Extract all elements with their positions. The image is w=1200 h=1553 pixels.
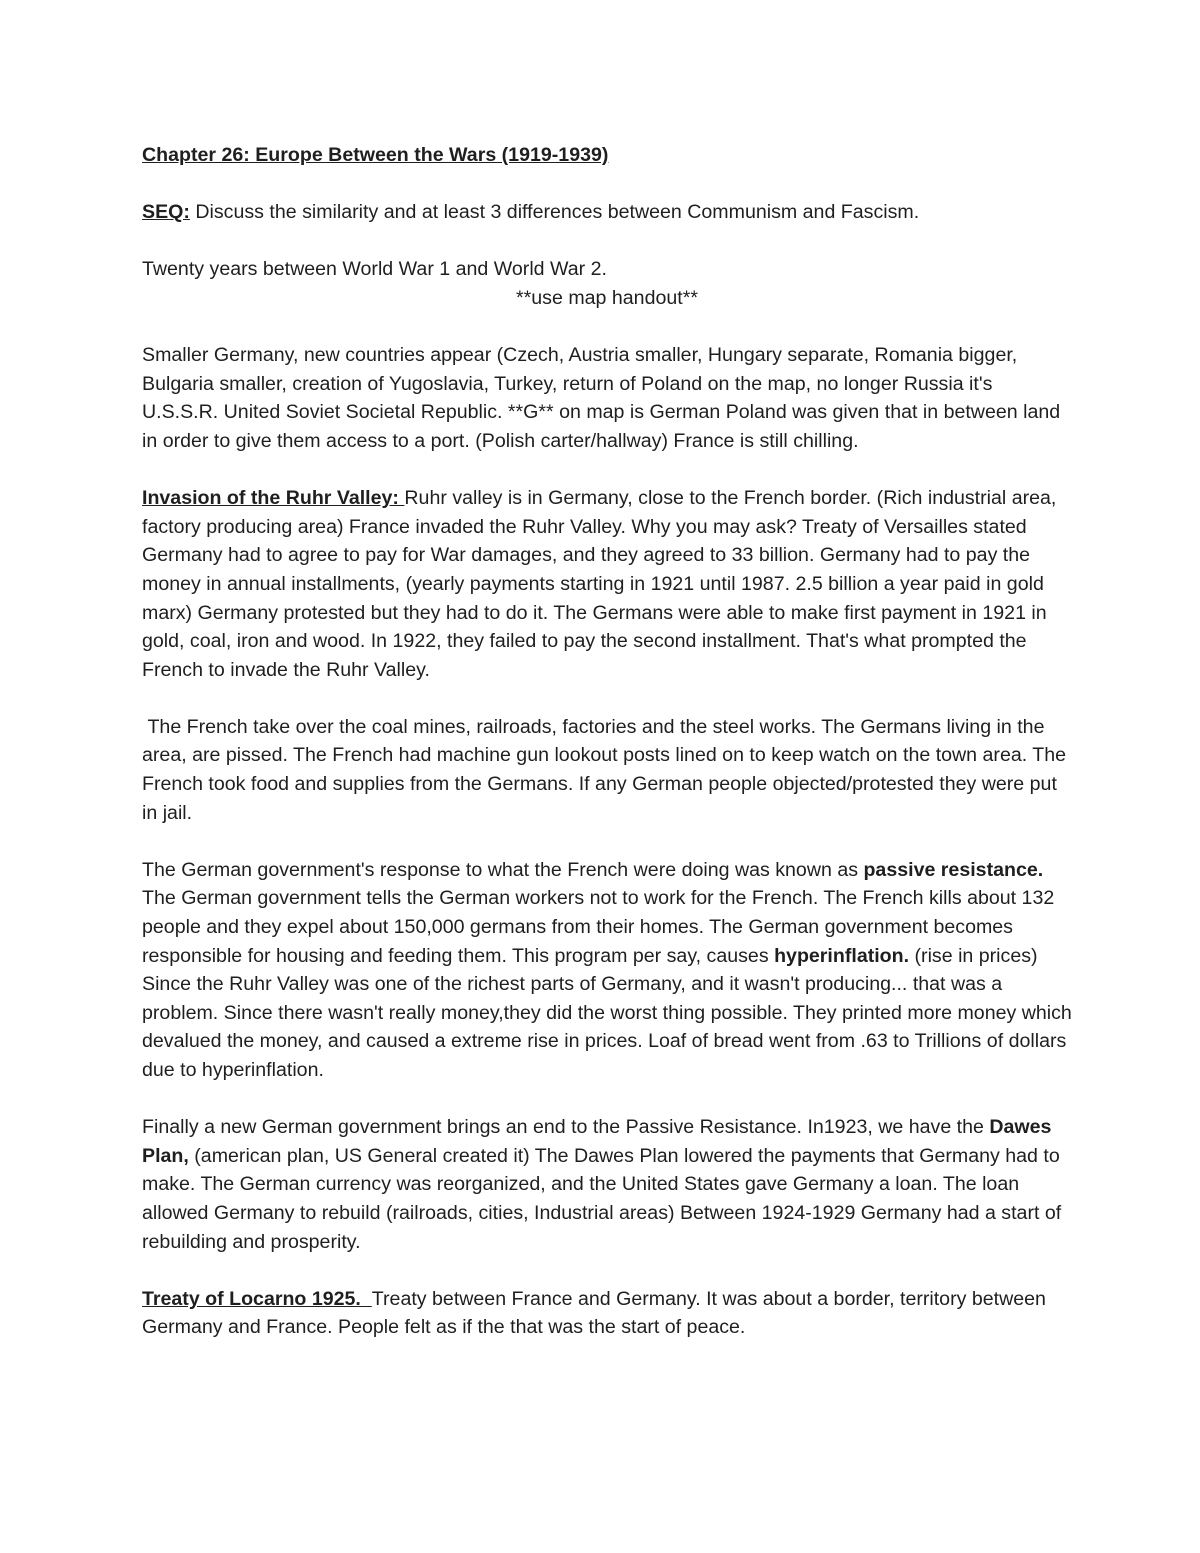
locarno-paragraph <box>142 1285 1072 1342</box>
seq-label: SEQ: <box>142 201 190 224</box>
map-paragraph: Smaller Germany, new countries appear (Czech, Austria smaller, Hungary separate, Romania bigger, Bulgaria smaller, creation of Yugoslavia, Turkey, return of Poland on the map, no longer Russia it's U.S.S.R. United Soviet Societal Republic. **G** on map is German Poland was given that in between land in order to give them access to a port. (Polish carter/hallway) France is still chilling. <box>142 344 1061 452</box>
dawes-paragraph <box>142 1113 1072 1256</box>
passive-resistance-paragraph <box>142 856 1072 1085</box>
hyperinflation-term: hyperinflation. <box>774 944 910 967</box>
ruhr-text: Ruhr valley is in Germany, close to the French border. (Rich industrial area, factory producing area) France invaded the Ruhr Valley. Why you may ask? Treaty of Versailles stated Germany had to agree to pay for War damages, and they agreed to 33 billion. Germany had to pay the money in annual installments, (yearly payments starting in 1921 until 1987. 2.5 billion a year paid in gold marx) Germany protested but they had to do it. The Germans were able to make first payment in 1921 in gold, coal, iron and wood. In 1922, they failed to pay the second installment. That's what prompted the French to invade the Ruhr Valley. <box>142 487 1057 681</box>
chapter-title: Chapter 26: Europe Between the Wars (1919-1939) <box>142 144 609 166</box>
seq-text: Discuss the similarity and at least 3 differences between Communism and Fascism. <box>189 201 920 224</box>
french-takeover-paragraph: The French take over the coal mines, railroads, factories and the steel works. The Germans living in the area, are pissed. The French had machine gun lookout posts lined on to keep watch on the town area. The French took food and supplies from the Germans. If any German people objected/protested they were put in jail. <box>142 715 1072 824</box>
spacer <box>142 827 1072 856</box>
document-page <box>142 141 1072 1342</box>
passive-text-1: The German government's response to what the French were doing was known as <box>142 858 864 881</box>
passive-resistance-term: passive resistance. <box>863 858 1044 881</box>
dawes-plan-term: Dawes Plan, <box>142 1116 1052 1167</box>
spacer <box>142 456 1072 485</box>
spacer <box>142 684 1072 713</box>
dawes-text-2: (american plan, US General created it) The Dawes Plan lowered the payments that Germany had to make. The German currency was reorganized, and the United States gave Germany a loan. The loan allowed Germany to rebuild (railroads, cities, Industrial areas) Between 1924-1929 Germany had a start of rebuilding and prosperity. <box>142 1144 1062 1253</box>
seq-paragraph <box>142 198 1072 227</box>
locarno-text: Treaty between France and Germany. It was about a border, territory between Germany and France. People felt as if the that was the start of peace. <box>142 1287 1046 1339</box>
intro-line: Twenty years between World War 1 and World War 2. <box>142 258 607 281</box>
spacer <box>142 1256 1072 1285</box>
spacer <box>142 170 1072 199</box>
spacer <box>142 313 1072 342</box>
passive-text-3: (rise in prices) Since the Ruhr Valley was one of the richest parts of Germany, and it wasn't producing... that was a problem. Since there wasn't really money,they did the worst thing possible. They printed more money which devalued the money, and caused a extreme rise in prices. Loaf of bread went from .63 to Trillions of dollars due to hyperinflation. <box>142 944 1072 1081</box>
spacer <box>142 1085 1072 1114</box>
ruhr-paragraph <box>142 484 1072 684</box>
locarno-heading: Treaty of Locarno 1925. <box>142 1287 372 1310</box>
dawes-text-1: Finally a new German government brings an end to the Passive Resistance. In1923, we have the <box>142 1116 990 1139</box>
map-handout-note: **use map handout** <box>516 286 698 309</box>
spacer <box>142 227 1072 256</box>
passive-text-2: The German government tells the German workers not to work for the French. The French kills about 132 people and they expel about 150,000 germans from their homes. The German government becomes responsible for housing and feeding them. This program per say, causes <box>142 887 1055 967</box>
ruhr-heading: Invasion of the Ruhr Valley: <box>142 487 405 510</box>
